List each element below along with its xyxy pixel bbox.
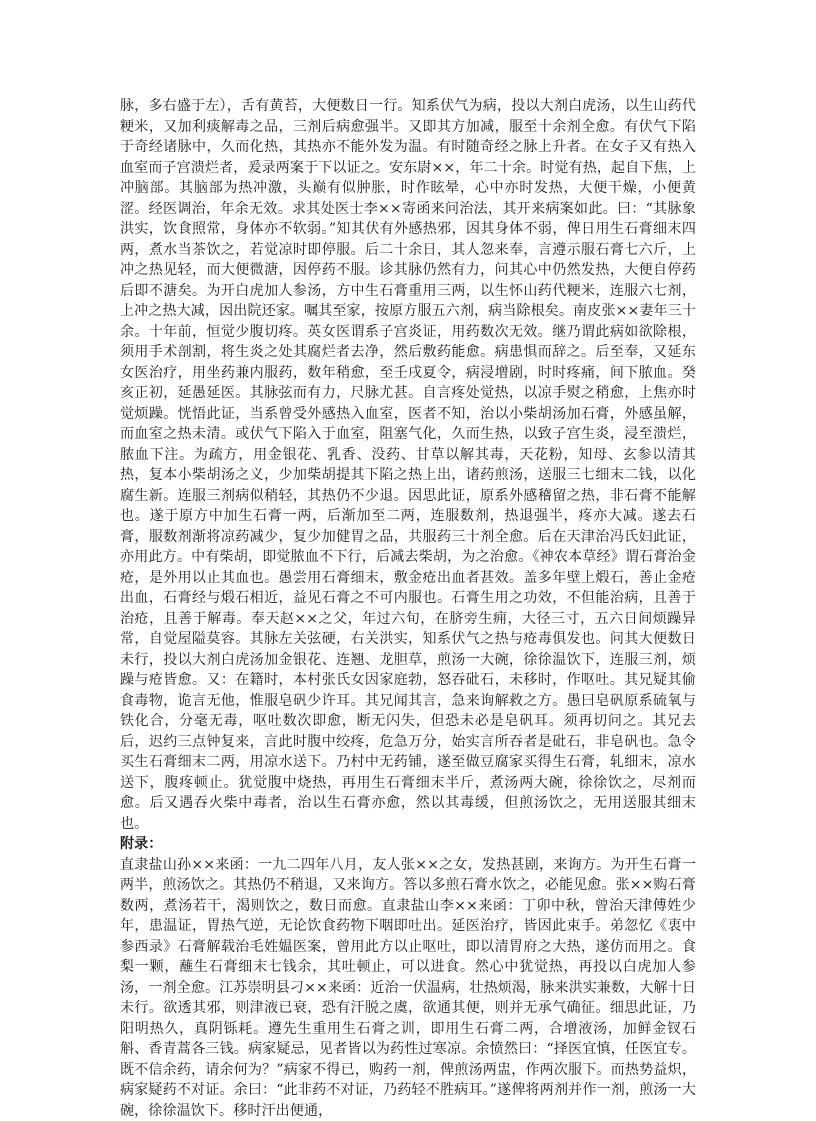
appendix-paragraph: 直隶盐山孙××来函：一九二四年八月，友人张××之女，发热甚剧，来询方。为开生石膏一两半，煎汤饮之。其热仍不稍退，又来询方。答以多煎石膏水饮之，必能见愈。张××购石膏数两，煮汤若干，渴则饮之，数日而愈。直隶盐山李××来函：丁卯中秋，曾治天津傅姓少年，患温证，胃热气逆，无论饮食药物下咽即吐出。延医治疗，皆因此束手。弟忽忆《衷中参西录》石膏解载治毛姓媪医案，曾用此方以止呕吐，即以清胃府之大热，遂仿而用之。食梨一颗，蘸生石膏细末七钱余，其吐顿止，可以进食。然心中犹觉热，再投以白虎加人参汤，一剂全愈。江苏崇明县刁××来函：近治一伏温病，壮热烦渴，脉来洪实兼数，大解十日未行。欲透其邪，则津液已衰，恐有汗脱之虞，欲通其便，则并无承气确征。细思此证，乃阳明热久，真阴铄耗。遵先生重用生石膏之训，即用生石膏二两，合增液汤，加鲜金钗石斛、香青蒿各三钱。病家疑忌，见者皆以为药性过寒凉。余愤然曰：“择医宜慎，任医宜专。既不信余药，请余何为？”病家不得已，购药一剂，俾煎汤两盅，作两次服下。而热势益炽，病家疑药不对证。余曰：“此非药不对证，乃药轻不胜病耳。”遂俾将两剂并作一剂，煎汤一大碗，徐徐温饮下。移时汗出便通， xyxy=(120,855,696,1121)
document-page xyxy=(120,96,696,1121)
appendix-heading: 附录： xyxy=(120,834,696,855)
body-paragraph: 脉，多右盛于左），舌有黄苔，大便数日一行。知系伏气为病，投以大剂白虎汤，以生山药代粳米，又加利痰解毒之品，三剂后病愈强半。又即其方加减，服至十余剂全愈。有伏气下陷于奇经诸脉中，久而化热，其热亦不能外发为温。有时随奇经之脉上升者。在女子又有热入血室而子宫溃烂者，爰录两案于下以证之。安东尉××，年二十余。时觉有热，起自下焦，上冲脑部。其脑部为热冲激，头巅有似肿胀，时作眩晕，心中亦时发热，大便干燥，小便黄涩。经医调治，年余无效。求其处医士李××寄函来问治法，其开来病案如此。曰：“其脉象洪实，饮食照常，身体亦不软弱。”知其伏有外感热邪，因其身体不弱，俾日用生石膏细末四两，煮水当茶饮之，若觉凉时即停服。后二十余日，其人忽来奉，言遵示服石膏七六斤，上冲之热见轻，而大便微溏，因停药不服。诊其脉仍然有力，问其心中仍然发热，大便自停药后即不溏矣。为开白虎加人参汤，方中生石膏重用三两，以生怀山药代粳米，连服六七剂，上冲之热大减，因出院还家。嘱其至家，按原方服五六剂，病当除根矣。南皮张××妻年三十余。十年前，恒觉少腹切疼。英女医谓系子宫炎证，用药数次无效。继乃谓此病如欲除根，须用手术剖割，将生炎之处其腐烂者去净，然后敷药能愈。病患惧而辞之。后至奉，又延东女医治疗，用坐药兼内服药，数年稍愈，至壬戌夏令，病浸增剧，时时疼痛，间下脓血。癸亥正初，延愚延医。其脉弦而有力，尺脉尤甚。自言疼处觉热，以凉手熨之稍愈，上焦亦时觉烦躁。恍悟此证，当系曾受外感热入血室，医者不知，治以小柴胡汤加石膏，外感虽解，而血室之热未清。或伏气下陷入于血室，阻塞气化，久而生热，以致子宫生炎，浸至溃烂，脓血下注。为疏方，用金银花、乳香、没药、甘草以解其毒，天花粉，知母、玄参以清其热，复本小柴胡汤之义，少加柴胡提其下陷之热上出，诸药煎汤，送服三七细末二钱，以化腐生新。连服三剂病似稍轻，其热仍不少退。因思此证，原系外感稽留之热，非石膏不能解也。遂于原方中加生石膏一两，后渐加至二两，连服数剂，热退强半，疼亦大减。遂去石膏，服数剂渐将凉药减少，复少加健胃之品，共服药三十剂全愈。后在天津治冯氏妇此证，亦用此方。中有柴胡，即觉脓血不下行，后减去柴胡，为之治愈。《神农本草经》谓石膏治金疮，是外用以止其血也。愚尝用石膏细末，敷金疮出血者甚效。盖多年壁上煅石，善止金疮出血，石膏经与煅石相近，益见石膏之不可内服也。石膏生用之功效，不但能治病，且善于治疮，且善于解毒。奉天赵××之父，年过六旬，在脐旁生痈，大径三寸，五六日间烦躁异常，自觉屋隘莫容。其脉左关弦硬，右关洪实，知系伏气之热与疮毒俱发也。问其大便数日未行，投以大剂白虎汤加金银花、连翘、龙胆草，煎汤一大碗，徐徐温饮下，连服三剂，烦躁与疮皆愈。又：在籍时，本村张氏女因家庭勃，怒吞砒石，未移时，作呕吐。其兄疑其偷食毒物，诡言无他，惟服皂矾少许耳。其兄闻其言，急来询解救之方。愚曰皂矾原系硫氧与铁化合，分毫无毒，呕吐数次即愈，断无闪失，但恐未必是皂矾耳。须再切问之。其兄去后，迟约三点钟复来，言此时腹中绞疼，危急万分，始实言所吞者是砒石，非皂矾也。急令买生石膏细末二两，用凉水送下。乃村中无药铺，遂至做豆腐家买得生石膏，轧细末，凉水送下，腹疼顿止。犹觉腹中烧热，再用生石膏细末半斤，煮汤两大碗，徐徐饮之，尽剂而愈。后又遇吞火柴中毒者，治以生石膏亦愈，然以其毒缓，但煎汤饮之，无用送服其细末也。 xyxy=(120,96,696,834)
